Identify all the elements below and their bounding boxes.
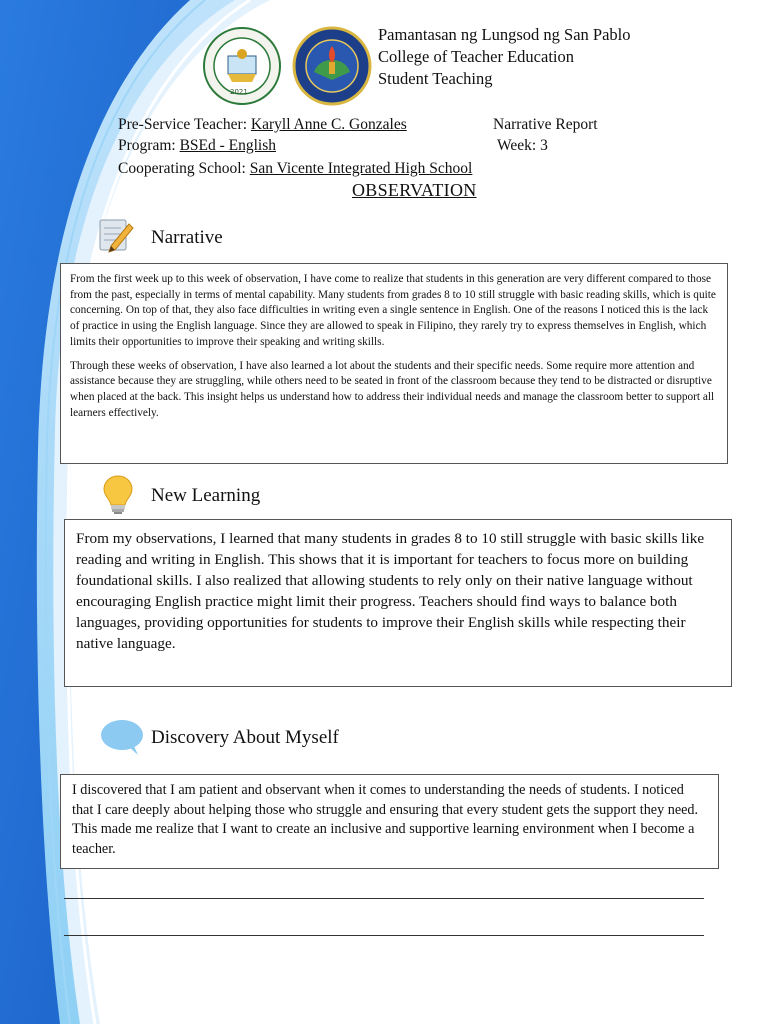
narrative-box [60,263,728,464]
program-line [118,135,276,156]
header-university-name: Pamantasan ng Lungsod ng San Pablo [378,25,631,44]
pencil-notepad-icon [97,216,135,254]
document-title: OBSERVATION [352,180,477,200]
discovery-text: I discovered that I am patient and observant when it comes to understanding the needs of students. I noticed that I care deeply about helping those who struggle and ensuring that every student gets the support they need. This made me realize that I want to create an inclusive and supportive learning environment when I become a teacher. [72,782,699,857]
narrative-paragraph-1: From the first week up to this week of observation, I have come to realize that students in this generation are very different compared to those from the past, especially in terms of mental capability. Many students from grades 8 to 10 still struggle with basic reading skills, which is quite concerning. On top of that, they also face difficulties in writing even a single sentence in English. One of the reasons I noticed this is the lack of practice in using the English language. Since they are allowed to speak in Filipino, they rarely try to express themselves in English, which limits their opportunities to improve their speaking and writing skills. [70,273,716,348]
program-label: Program: [118,137,180,154]
teacher-name: Karyll Anne C. Gonzales [250,116,407,133]
discovery-box [60,774,719,869]
school-label: Cooperating School: [118,160,250,177]
discovery-title: Discovery About Myself [151,727,339,748]
blank-line-1 [64,898,704,899]
week-number: Week: 3 [497,137,548,154]
university-seal-year: 2021 [230,88,248,96]
new-learning-text: From my observations, I learned that many students in grades 8 to 10 still struggle with basic skills like reading and writing in English. This shows that it is important for teachers to focus more on building foundational skills. I also realized that allowing students to rely only on their native language without encouraging English practice might limit their progress. Teachers should find ways to balance both languages, providing opportunities for students to improve their English skills while respecting their native language. [76,530,705,652]
school-value: San Vicente Integrated High School [249,160,473,177]
new-learning-title: New Learning [151,485,261,506]
header-program-type: Student Teaching [378,69,493,88]
header-college-name: College of Teacher Education [378,47,575,66]
speech-bubble-icon [100,718,144,756]
program-value: BSEd - English [179,137,277,154]
narrative-paragraph-2: Through these weeks of observation, I have also learned a lot about the students and their specific needs. Some require more attention and assistance because they are struggling, while others need to be seated in front of the classroom because they tend to be distracted or disruptive when placed at the back. This insight helps us understand how to address their individual needs and manage the classroom better to support all learners effectively. [70,359,715,419]
school-line [118,158,472,179]
narrative-title: Narrative [151,227,223,248]
report-type: Narrative Report [493,116,598,133]
teacher-label: Pre-Service Teacher: [118,116,251,133]
college-seal-logo [292,26,372,106]
lightbulb-icon [100,474,136,516]
teacher-line [118,114,407,135]
new-learning-box [64,519,732,687]
blank-line-2 [64,935,704,936]
